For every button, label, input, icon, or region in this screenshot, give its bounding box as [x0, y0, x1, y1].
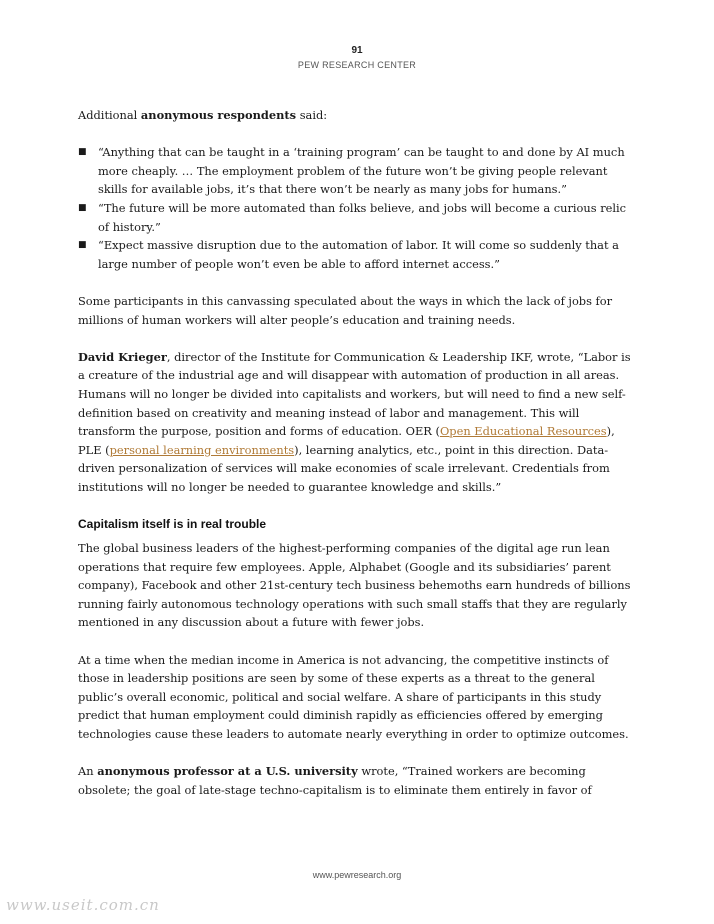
list-item: [78, 199, 638, 236]
page-footer: www.pewresearch.org: [312, 870, 402, 880]
krieger-name: David Krieger: [78, 349, 167, 364]
professor-bold: anonymous professor at a U.S. university: [97, 764, 358, 779]
bullet-icon: ■: [78, 240, 87, 251]
intro-prefix: Additional: [78, 108, 141, 122]
krieger-text-1: , director of the Institute for Communication & Leadership IKF, wrote, “Labor is a creature of the industrial age and will disappear with automation of production in all areas. Humans will no longer be divided into capitalists and workers, but will need to find a new self-definition based on creativity and meaning instead of labor and management. This will transform the purpose, position and forms of education. OER (: [78, 349, 631, 439]
intro-paragraph: [78, 106, 638, 125]
bullet-icon: ■: [78, 202, 87, 213]
oer-link[interactable]: Open Educational Resources: [439, 424, 607, 439]
global-leaders-paragraph: The global business leaders of the highest-performing companies of the digital age run lean operations that require few employees. Apple, Alphabet (Google and its subsidiaries’ parent company), Facebook and other 21st-century tech business behemoths earn hundreds of billions running fairly autonomous technology operations with such small staffs that they are regularly mentioned in any discussion about a future with fewer jobs.: [78, 541, 631, 630]
list-item: [78, 143, 638, 199]
document-body: [78, 106, 638, 818]
list-item: [78, 236, 638, 273]
bullet-icon: ■: [78, 147, 87, 158]
quote-list: [78, 143, 638, 273]
page-header: [0, 45, 714, 70]
intro-suffix: said:: [296, 108, 328, 122]
krieger-text-2: ), PLE (: [78, 424, 615, 457]
median-income-paragraph: At a time when the median income in America is not advancing, the competitive instincts of those in leadership positions are seen by some of these experts as a threat to the general public’s overall economic, political and social welfare. A share of participants in this study predict that human employment could diminish rapidly as efficiencies offered by emerging technologies cause these leaders to automate nearly everything in order to optimize outcomes.: [78, 652, 629, 741]
ple-link[interactable]: personal learning environments: [109, 442, 295, 457]
watermark: www.useit.com.cn: [6, 896, 160, 914]
org-name: PEW RESEARCH CENTER: [297, 60, 417, 70]
page-number: 91: [351, 45, 363, 56]
professor-text: wrote, “Trained workers are becoming obsolete; the goal of late-stage techno-capitalism is to eliminate them entirely in favor of: [78, 764, 592, 797]
quote-text: “Anything that can be taught in a ‘training program’ can be taught to and done by AI much more cheaply. … The employment problem of the future won’t be giving people relevant skills for available jobs, it’s that there won’t be nearly as many jobs for humans.”: [98, 145, 625, 197]
intro-bold: anonymous respondents: [140, 108, 297, 122]
section-heading: Capitalism itself is in real trouble: [78, 517, 267, 532]
quote-text: “The future will be more automated than folks believe, and jobs will become a curious relic of history.”: [98, 200, 627, 234]
professor-prefix: An: [78, 764, 98, 779]
professor-paragraph: [78, 762, 638, 799]
krieger-text-3: ), learning analytics, etc., point in this direction. Data-driven personalization of services will make economies of scale irrelevant. Credentials from institutions will no longer be needed to guarantee knowledge and skills.”: [78, 442, 610, 494]
quote-text: “Expect massive disruption due to the automation of labor. It will come so suddenly that a large number of people won’t even be able to afford internet access.”: [98, 238, 619, 271]
krieger-paragraph: [78, 348, 638, 497]
canvassing-paragraph: Some participants in this canvassing speculated about the ways in which the lack of jobs for millions of human workers will alter people’s education and training needs.: [78, 293, 613, 327]
